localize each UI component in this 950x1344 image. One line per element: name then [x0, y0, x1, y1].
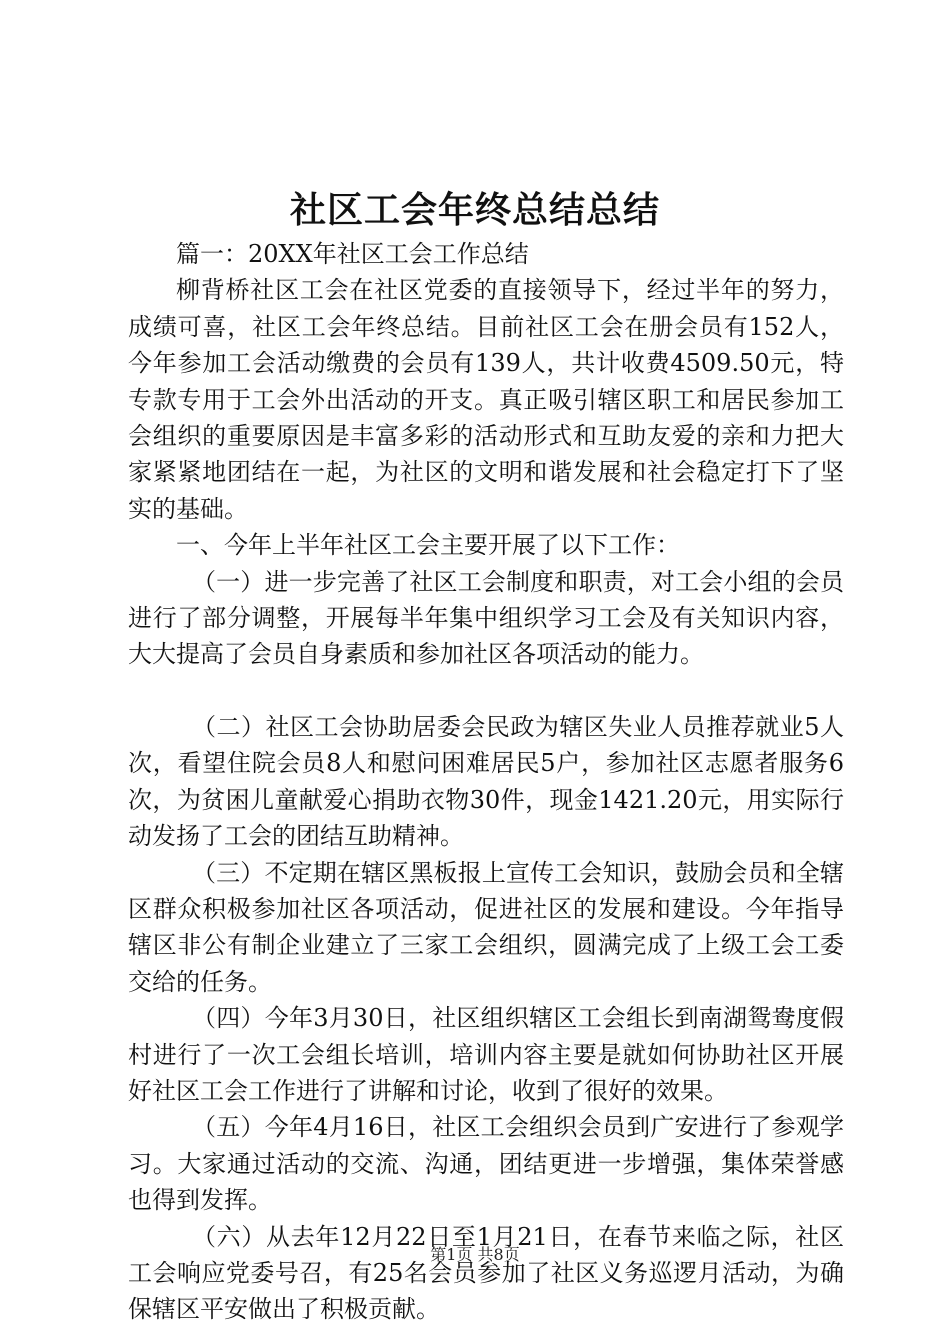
document-body — [128, 236, 844, 1328]
work-item-paragraph: （六）从去年12月22日至1月21日，在春节来临之际，社区工会响应党委号召，有25名会员参加了社区义务巡逻月活动，为确保辖区平安做出了积极贡献。 — [128, 1222, 844, 1324]
work-item-paragraph: （一）进一步完善了社区工会制度和职责，对工会小组的会员进行了部分调整，开展每半年集中组织学习工会及有关知识内容，大大提高了会员自身素质和参加社区各项活动的能力。 — [128, 567, 844, 669]
document-title: 社区工会年终总结总结 — [289, 189, 660, 231]
work-item-paragraph: （三）不定期在辖区黑板报上宣传工会知识，鼓励会员和全辖区群众积极参加社区各项活动，促进社区的发展和建设。今年指导辖区非公有制企业建立了三家工会组织，圆满完成了上级工会工委交给的任务。 — [128, 858, 844, 996]
section-heading: 篇一：20XX年社区工会工作总结 — [176, 240, 529, 268]
page-number-footer: 第1页 共8页 — [430, 1245, 520, 1264]
work-item-paragraph: （四）今年3月30日，社区组织辖区工会组长到南湖鸳鸯度假村进行了一次工会组长培训，培训内容主要是就如何协助社区开展好社区工会工作进行了讲解和讨论，收到了很好的效果。 — [128, 1004, 844, 1105]
section-subheading: 一、今年上半年社区工会主要开展了以下工作： — [176, 531, 680, 560]
work-item-paragraph: （二）社区工会协助居委会民政为辖区失业人员推荐就业5人次，看望住院会员8人和慰问困难居民5户，参加社区志愿者服务6次，为贫困儿童献爱心捐助衣物30件，现金1421.20元，用实际行动发扬了工会的团结互助精神。 — [128, 712, 844, 851]
work-item-paragraph: （五）今年4月16日，社区工会组织会员到广安进行了参观学习。大家通过活动的交流、沟通，团结更进一步增强，集体荣誉感也得到发挥。 — [128, 1113, 844, 1215]
intro-paragraph: 柳背桥社区工会在社区党委的直接领导下，经过半年的努力，成绩可喜，社区工会年终总结。目前社区工会在册会员有152人，今年参加工会活动缴费的会员有139人，共计收费4509.50元，特专款专用于工会外出活动的开支。真正吸引辖区职工和居民参加工会组织的重要原因是丰富多彩的活动形式和互助友爱的亲和力把大家紧紧地团结在一起，为社区的文明和谐发展和社会稳定打下了坚实的基础。 — [128, 276, 844, 523]
